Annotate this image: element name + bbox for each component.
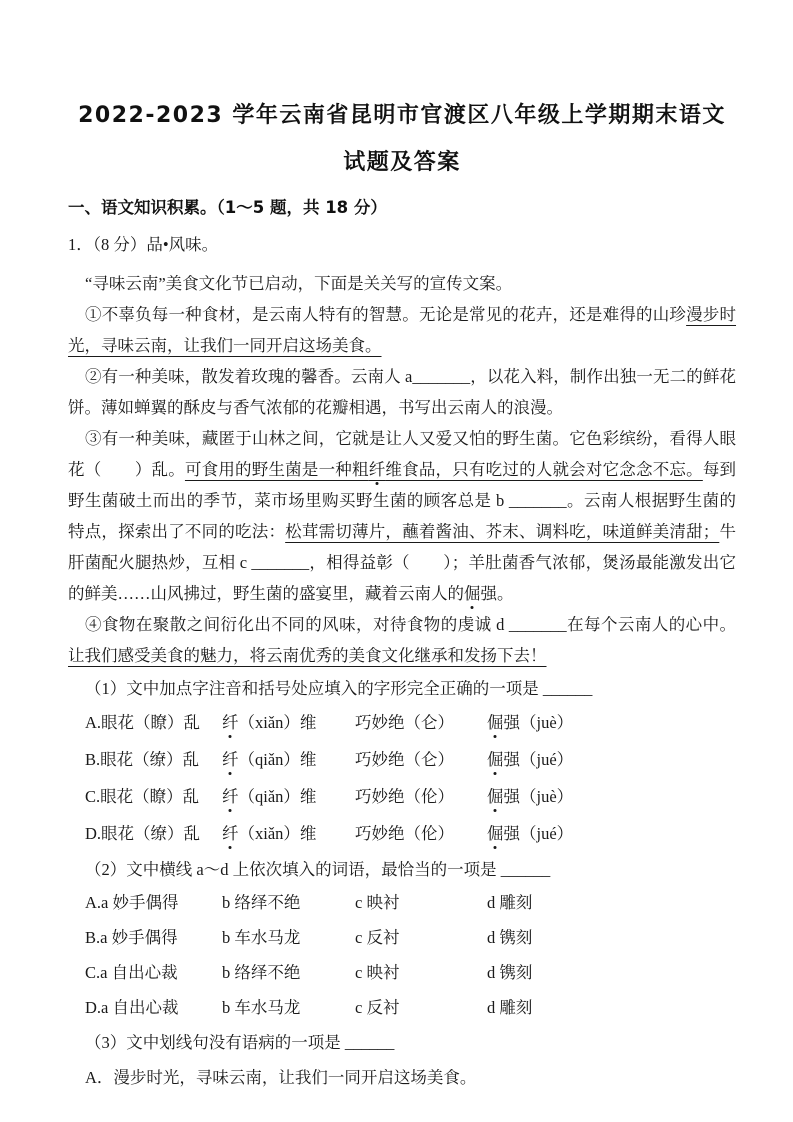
option-cell: d 镌刻: [487, 928, 533, 947]
passage: [68, 268, 736, 671]
option-cell: B.a 妙手偶得: [85, 928, 178, 947]
option-cell: 倔强（juè）: [487, 713, 574, 732]
option-row: [68, 741, 736, 778]
passage-intro: “寻味云南”美食文化节已启动，下面是关关写的宣传文案。: [85, 274, 513, 293]
passage-paragraph: [68, 299, 736, 361]
passage-text: ①不辜负每一种食材，是云南人特有的智慧。无论是常见的花卉，还是难得的山珍: [85, 305, 687, 324]
option-cell: 倔强（jué）: [487, 824, 574, 843]
underlined-text: 让我们感受美食的魅力，将云南优秀的美食文化继承和发扬下去！: [68, 646, 547, 665]
passage-paragraph: [68, 609, 736, 671]
option-cell: 纤（qiǎn）维: [222, 787, 317, 806]
option-cell: c 反衬: [355, 998, 400, 1017]
subquestion-1-prompt-text: （1）文中加点字注音和括号处应填入的字形完全正确的一项是: [85, 679, 539, 698]
subquestion-3-option-a: [68, 1061, 736, 1094]
passage-text: ②有一种美味，散发着玫瑰的馨香。云南人 a_______，以花入料，制作出独一无二的鲜花饼。薄如蝉翼的酥皮与香气浓郁的花瓣相遇，书写出云南人的浪漫。: [68, 367, 736, 417]
option-a-text: 漫步时光，寻味云南，让我们一同开启这场美食。: [113, 1068, 477, 1087]
section-heading: 一、语文知识积累。（1～5 题，共 18 分）: [68, 198, 387, 217]
dotted-character: 倔: [487, 787, 504, 806]
dotted-character: 倔: [487, 824, 504, 843]
option-row: [68, 885, 736, 920]
option-row: [68, 920, 736, 955]
underlined-text: 维食品，只有吃过的人就会对它念念不忘。: [385, 460, 703, 479]
option-cell: b 络绎不绝: [222, 963, 301, 982]
dotted-character: 倔: [487, 750, 504, 769]
underlined-text: 可食用的野生菌是一种粗: [184, 460, 369, 479]
passage-text: ③有一种美味，藏匿于山林之间，它就是让人又爱又怕的野生菌。它色彩缤纷，看得人眼花（ ）乱。: [68, 429, 736, 479]
option-cell: 纤（qiǎn）维: [222, 750, 317, 769]
subquestion-3-prompt-text: （3）文中划线句没有语病的一项是: [85, 1033, 341, 1052]
passage-paragraphs: [68, 299, 736, 671]
option-row: [68, 955, 736, 990]
option-cell: D.眼花（缭）乱: [85, 824, 201, 843]
option-cell: c 反衬: [355, 928, 400, 947]
option-cell: D.a 自出心裁: [85, 998, 179, 1017]
dotted-character: 纤: [222, 824, 239, 843]
option-cell: d 雕刻: [487, 893, 533, 912]
option-cell: 纤（xiǎn）维: [222, 824, 317, 843]
question-1-header: 1．（8 分）品•风味。: [68, 235, 219, 254]
option-cell: 巧妙绝（伦）: [355, 824, 454, 843]
option-cell: c 映衬: [355, 963, 400, 982]
option-cell: C.眼花（瞭）乱: [85, 787, 200, 806]
dotted-character: 倔: [464, 584, 481, 603]
option-cell: A.眼花（瞭）乱: [85, 713, 201, 732]
option-cell: d 镌刻: [487, 963, 533, 982]
passage-text: 强。: [480, 584, 514, 603]
answer-blank: ______: [500, 860, 551, 879]
answer-blank: ______: [344, 1033, 395, 1052]
document-title: 2022-2023 学年云南省昆明市官渡区八年级上学期期末语文试题及答案: [78, 103, 726, 175]
subquestion-3: [68, 1027, 736, 1094]
subquestion-2-options: [68, 885, 736, 1025]
option-cell: 倔强（jué）: [487, 750, 574, 769]
option-cell: 纤（xiǎn）维: [222, 713, 317, 732]
option-cell: 巧妙绝（仑）: [355, 750, 454, 769]
passage-text: 牛肝菌配火腿热炒，互相 c _______，相得益彰（ ）；羊肚菌香气浓郁，煲汤最能激发出它的鲜美……山风拂过，野生菌的盛宴里，藏着云南人的: [68, 522, 737, 603]
passage-paragraph: [68, 361, 736, 423]
underlined-text: 漫步时光，寻味云南，让我们一同开启这场美食。: [68, 305, 737, 355]
option-cell: d 雕刻: [487, 998, 533, 1017]
option-row: [68, 778, 736, 815]
option-cell: b 车水马龙: [222, 998, 301, 1017]
option-cell: b 车水马龙: [222, 928, 301, 947]
subquestion-3-prompt: [68, 1027, 736, 1058]
option-row: [68, 704, 736, 741]
option-row: [68, 990, 736, 1025]
subquestion-1-options: [68, 704, 736, 852]
dotted-character: 纤: [368, 460, 386, 479]
passage-text: ④食物在聚散之间衍化出不同的风味，对待食物的虔诚 d _______在每个云南人的心中。: [85, 615, 736, 634]
option-cell: b 络绎不绝: [222, 893, 301, 912]
option-cell: 倔强（juè）: [487, 787, 574, 806]
subquestion-1: [68, 673, 736, 852]
answer-blank: ______: [542, 679, 593, 698]
option-cell: 巧妙绝（伦）: [355, 787, 454, 806]
option-cell: A.a 妙手偶得: [85, 893, 179, 912]
subquestion-2-prompt: [68, 854, 736, 885]
passage-text: 每到野生菌破土而出的季节，菜市场里购买野生菌的顾客总是 b _______。云南人根据野生菌的特点，探索出了不同的吃法：: [68, 460, 737, 541]
dotted-character: 纤: [222, 787, 239, 806]
subquestion-2-prompt-text: （2）文中横线 a～d 上依次填入的词语，最恰当的一项是: [85, 860, 497, 879]
option-a-label: A．: [85, 1068, 114, 1087]
option-cell: c 映衬: [355, 893, 400, 912]
dotted-character: 纤: [222, 750, 239, 769]
option-cell: 巧妙绝（仑）: [355, 713, 454, 732]
passage-paragraph: [68, 423, 736, 609]
dotted-character: 纤: [222, 713, 239, 732]
option-cell: C.a 自出心裁: [85, 963, 178, 982]
subquestion-2: [68, 854, 736, 1025]
subquestion-1-prompt: [68, 673, 736, 704]
underlined-text: 松茸需切薄片，蘸着酱油、芥末、调料吃，味道鲜美清甜；: [285, 522, 720, 541]
dotted-character: 倔: [487, 713, 504, 732]
option-cell: B.眼花（缭）乱: [85, 750, 200, 769]
option-row: [68, 815, 736, 852]
